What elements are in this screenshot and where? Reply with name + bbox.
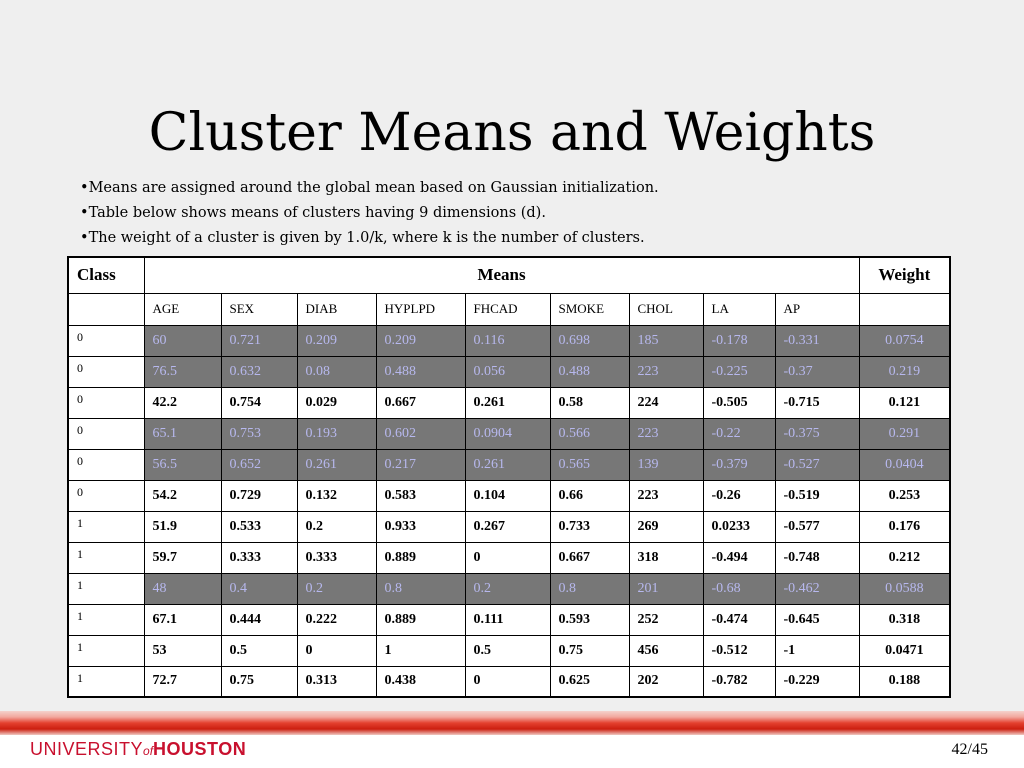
weight-cell: 0.0588: [859, 573, 950, 604]
dim-header: LA: [703, 293, 775, 325]
mean-cell: 252: [629, 604, 703, 635]
mean-cell: 0.488: [550, 356, 629, 387]
mean-cell: 0.104: [465, 480, 550, 511]
mean-cell: 0.333: [297, 542, 376, 573]
mean-cell: 0.333: [221, 542, 297, 573]
mean-cell: 0.5: [465, 635, 550, 666]
page-number: 42/45: [951, 741, 988, 758]
dim-header: SEX: [221, 293, 297, 325]
weight-cell: 0.318: [859, 604, 950, 635]
mean-cell: 0.4: [221, 573, 297, 604]
mean-cell: 0.733: [550, 511, 629, 542]
mean-cell: -0.375: [775, 418, 859, 449]
mean-cell: 0: [297, 635, 376, 666]
mean-cell: 0.667: [376, 387, 465, 418]
mean-cell: 0.209: [376, 325, 465, 356]
class-cell: 1: [68, 635, 144, 666]
empty-cell: [859, 293, 950, 325]
mean-cell: 0.0904: [465, 418, 550, 449]
weight-cell: 0.188: [859, 666, 950, 697]
mean-cell: 0.261: [297, 449, 376, 480]
bullet-item: • Table below shows means of clusters having 9 dimensions (d).: [80, 201, 659, 226]
bullet-item: • The weight of a cluster is given by 1.0/k, where k is the number of clusters.: [80, 226, 659, 251]
mean-cell: -0.229: [775, 666, 859, 697]
mean-cell: 51.9: [144, 511, 221, 542]
mean-cell: 0.209: [297, 325, 376, 356]
logo-of-text: of: [143, 744, 154, 758]
mean-cell: 42.2: [144, 387, 221, 418]
mean-cell: -0.505: [703, 387, 775, 418]
mean-cell: -0.512: [703, 635, 775, 666]
mean-cell: 0.116: [465, 325, 550, 356]
mean-cell: 0.721: [221, 325, 297, 356]
table-row: [68, 573, 950, 604]
table-row: [68, 449, 950, 480]
logo-houston-text: HOUSTON: [153, 739, 247, 759]
mean-cell: 0.933: [376, 511, 465, 542]
mean-cell: 0.132: [297, 480, 376, 511]
mean-cell: 0: [465, 542, 550, 573]
mean-cell: 0.217: [376, 449, 465, 480]
mean-cell: 0.565: [550, 449, 629, 480]
mean-cell: -0.26: [703, 480, 775, 511]
weight-cell: 0.0404: [859, 449, 950, 480]
mean-cell: 223: [629, 356, 703, 387]
dim-header: CHOL: [629, 293, 703, 325]
dimension-header-row: [68, 293, 950, 325]
mean-cell: 53: [144, 635, 221, 666]
mean-cell: 0.75: [221, 666, 297, 697]
mean-cell: -0.225: [703, 356, 775, 387]
mean-cell: -0.782: [703, 666, 775, 697]
mean-cell: 0.583: [376, 480, 465, 511]
mean-cell: 223: [629, 480, 703, 511]
class-cell: 1: [68, 511, 144, 542]
mean-cell: 0.2: [297, 511, 376, 542]
mean-cell: 0: [465, 666, 550, 697]
mean-cell: -0.462: [775, 573, 859, 604]
logo-university-text: UNIVERSITY: [30, 739, 144, 759]
mean-cell: 0.753: [221, 418, 297, 449]
dim-header: AGE: [144, 293, 221, 325]
mean-cell: 0.2: [297, 573, 376, 604]
class-cell: 1: [68, 542, 144, 573]
mean-cell: 0.8: [550, 573, 629, 604]
mean-cell: -0.577: [775, 511, 859, 542]
header-weight: Weight: [859, 257, 950, 293]
table-row: [68, 387, 950, 418]
mean-cell: 0.0233: [703, 511, 775, 542]
mean-cell: 0.698: [550, 325, 629, 356]
table-row: [68, 480, 950, 511]
mean-cell: -0.331: [775, 325, 859, 356]
mean-cell: 0.632: [221, 356, 297, 387]
mean-cell: 139: [629, 449, 703, 480]
mean-cell: -0.527: [775, 449, 859, 480]
class-cell: 1: [68, 666, 144, 697]
weight-cell: 0.291: [859, 418, 950, 449]
mean-cell: 0.602: [376, 418, 465, 449]
empty-cell: [68, 293, 144, 325]
table-row: [68, 511, 950, 542]
weight-cell: 0.212: [859, 542, 950, 573]
header-means: Means: [144, 257, 859, 293]
mean-cell: 0.222: [297, 604, 376, 635]
mean-cell: 0.261: [465, 449, 550, 480]
weight-cell: 0.253: [859, 480, 950, 511]
mean-cell: 0.889: [376, 542, 465, 573]
weight-cell: 0.176: [859, 511, 950, 542]
mean-cell: -0.379: [703, 449, 775, 480]
dim-header: AP: [775, 293, 859, 325]
weight-cell: 0.121: [859, 387, 950, 418]
dim-header: HYPLPD: [376, 293, 465, 325]
mean-cell: 0.267: [465, 511, 550, 542]
mean-cell: 0.488: [376, 356, 465, 387]
mean-cell: 0.566: [550, 418, 629, 449]
mean-cell: 269: [629, 511, 703, 542]
mean-cell: -0.474: [703, 604, 775, 635]
mean-cell: 0.444: [221, 604, 297, 635]
mean-cell: 67.1: [144, 604, 221, 635]
mean-cell: 72.7: [144, 666, 221, 697]
class-cell: 0: [68, 387, 144, 418]
class-cell: 0: [68, 356, 144, 387]
footer-band: [0, 711, 1024, 735]
university-logo: [30, 738, 246, 762]
mean-cell: 0.8: [376, 573, 465, 604]
mean-cell: -0.68: [703, 573, 775, 604]
table-row: [68, 666, 950, 697]
mean-cell: 0.5: [221, 635, 297, 666]
dim-header: DIAB: [297, 293, 376, 325]
table-row: [68, 604, 950, 635]
mean-cell: 48: [144, 573, 221, 604]
mean-cell: 76.5: [144, 356, 221, 387]
mean-cell: -0.645: [775, 604, 859, 635]
class-cell: 0: [68, 418, 144, 449]
mean-cell: 0.438: [376, 666, 465, 697]
mean-cell: 0.652: [221, 449, 297, 480]
mean-cell: 59.7: [144, 542, 221, 573]
mean-cell: 0.056: [465, 356, 550, 387]
dim-header: FHCAD: [465, 293, 550, 325]
mean-cell: 56.5: [144, 449, 221, 480]
class-cell: 0: [68, 449, 144, 480]
dim-header: SMOKE: [550, 293, 629, 325]
mean-cell: 65.1: [144, 418, 221, 449]
mean-cell: 0.58: [550, 387, 629, 418]
class-cell: 1: [68, 604, 144, 635]
table-body: [68, 325, 950, 697]
mean-cell: 224: [629, 387, 703, 418]
mean-cell: 60: [144, 325, 221, 356]
table-row: [68, 418, 950, 449]
mean-cell: 0.029: [297, 387, 376, 418]
mean-cell: 0.2: [465, 573, 550, 604]
mean-cell: 0.66: [550, 480, 629, 511]
mean-cell: 1: [376, 635, 465, 666]
mean-cell: 0.193: [297, 418, 376, 449]
class-cell: 0: [68, 480, 144, 511]
mean-cell: -0.748: [775, 542, 859, 573]
mean-cell: -0.519: [775, 480, 859, 511]
slide-title: Cluster Means and Weights: [148, 103, 876, 163]
table-row: [68, 635, 950, 666]
table-row: [68, 356, 950, 387]
table-row: [68, 325, 950, 356]
mean-cell: 0.08: [297, 356, 376, 387]
weight-cell: 0.0754: [859, 325, 950, 356]
mean-cell: 0.313: [297, 666, 376, 697]
mean-cell: 0.667: [550, 542, 629, 573]
weight-cell: 0.0471: [859, 635, 950, 666]
mean-cell: 0.593: [550, 604, 629, 635]
bullet-list: [80, 176, 659, 251]
weight-cell: 0.219: [859, 356, 950, 387]
mean-cell: 0.889: [376, 604, 465, 635]
mean-cell: 0.261: [465, 387, 550, 418]
table-header-row: [68, 257, 950, 293]
mean-cell: -0.494: [703, 542, 775, 573]
class-cell: 1: [68, 573, 144, 604]
mean-cell: -0.715: [775, 387, 859, 418]
bullet-item: • Means are assigned around the global mean based on Gaussian initialization.: [80, 176, 659, 201]
class-cell: 0: [68, 325, 144, 356]
mean-cell: -0.37: [775, 356, 859, 387]
mean-cell: 0.625: [550, 666, 629, 697]
mean-cell: -0.178: [703, 325, 775, 356]
mean-cell: 0.729: [221, 480, 297, 511]
mean-cell: 0.754: [221, 387, 297, 418]
header-class: Class: [68, 257, 144, 293]
mean-cell: 54.2: [144, 480, 221, 511]
mean-cell: 185: [629, 325, 703, 356]
mean-cell: 0.75: [550, 635, 629, 666]
mean-cell: 0.533: [221, 511, 297, 542]
mean-cell: 318: [629, 542, 703, 573]
mean-cell: 202: [629, 666, 703, 697]
mean-cell: 0.111: [465, 604, 550, 635]
table-row: [68, 542, 950, 573]
mean-cell: -1: [775, 635, 859, 666]
mean-cell: -0.22: [703, 418, 775, 449]
mean-cell: 201: [629, 573, 703, 604]
mean-cell: 456: [629, 635, 703, 666]
cluster-means-table: [67, 256, 951, 698]
mean-cell: 223: [629, 418, 703, 449]
